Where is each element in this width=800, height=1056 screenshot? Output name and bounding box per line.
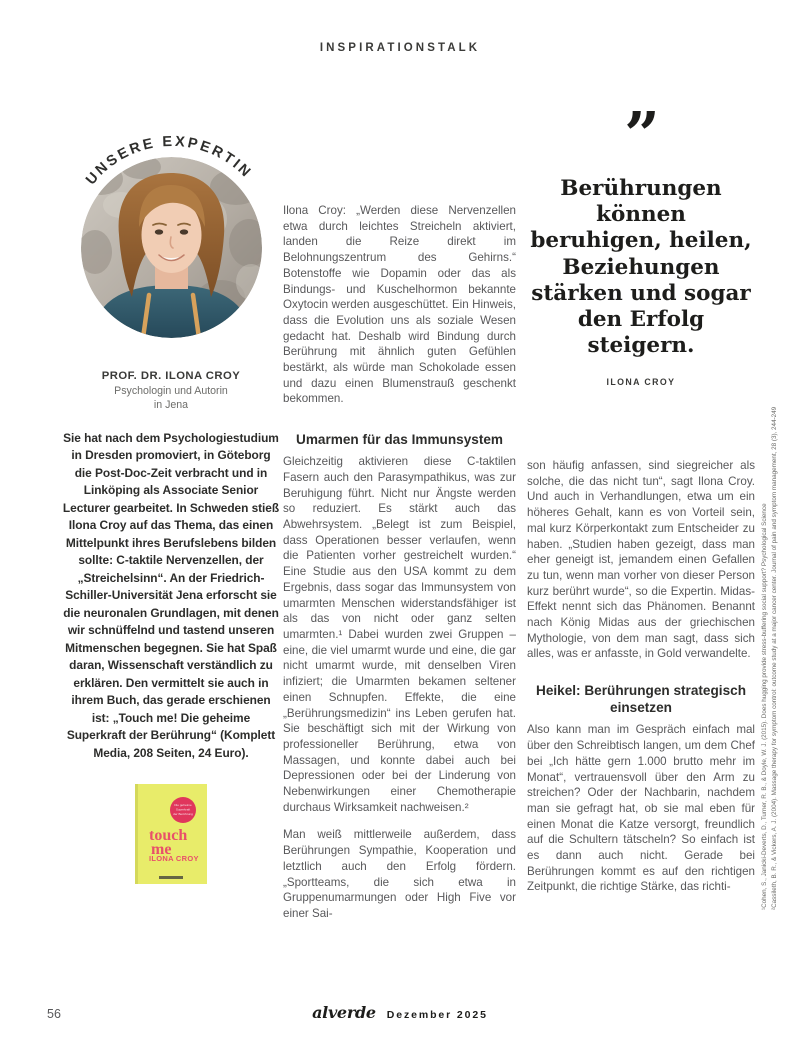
book-cover: [135, 784, 207, 884]
page-kicker: INSPIRATIONSTALK: [319, 42, 481, 54]
expert-badge: [62, 118, 280, 368]
pull-quote-attribution: ILONA CROY: [606, 376, 676, 387]
right-paragraph-2: Also kann man im Gespräch einfach mal über den Schreibtisch langen, um dem Chef bei „Ich hätte gern 1.000 brutto mehr im Monat“, vertrauensvoll über den Arm zu streichen? Oder der Nachbarin, nachdem man sie gefragt hat, ob sie mal eben für einen Monat die Katze versorgt, freundlich auf die Schultern tätscheln? So einfach ist es dann auch nicht. Gerade bei Berührungen kommt es auf den richtigen Zeitpunkt, die richtige Stärke, das richti-: [527, 723, 755, 894]
footer-brand: [0, 1003, 800, 1023]
book-cover-image: [135, 784, 207, 884]
expert-role-line2: in Jena: [153, 398, 189, 411]
svg-text:der Berührung: der Berührung: [173, 812, 193, 817]
right-column: [527, 458, 755, 895]
svg-text:me: me: [151, 841, 172, 859]
expert-photo: [81, 157, 262, 338]
pull-quote: [527, 98, 755, 387]
pull-quote-text: Berührungen können beruhigen, heilen, Beziehungen stärken und sogar den Erfolg steigern.: [530, 176, 752, 359]
middle-paragraph-2: Man weiß mittlerweile außerdem, dass Berührungen Sympathie, Kooperation und letztlich auch den Erfolg fördern. „Sportteams, die sich etwa in Gruppenumarmungen oder High Five vor einer Sai-: [283, 828, 516, 920]
svg-text:ILONA CROY: ILONA CROY: [149, 854, 199, 864]
middle-column: [283, 203, 516, 922]
svg-text:touch: touch: [149, 827, 188, 845]
quotation-mark-icon: ”: [624, 98, 658, 171]
middle-paragraph-1: Gleichzeitig aktivieren diese C-taktilen Fasern auch den Parasympathikus, was zur Beruhigung führt. Nicht nur Ängste werden so reduziert. Es stärkt auch das Abwehrsystem. „Belegt ist zum Beispiel, dass Operationen besser verlaufen, wenn die Patienten vorher gestreichelt wurden.“ Eine Studie aus den USA kommt zu dem Ergebnis, dass sogar das Immunsystem von umarmten Menschen widerstandsfähiger ist als das von nicht oder ganz selten umarmten.¹ Dabei wurden zwei Gruppen – eine, die viel umarmt wurde und eine, die gar nicht umarmt wurde, mit denselben Viren infiziert; die Umarmten bekamen seltener einen Schnupfen. Effekte, die eine „Berührungsmedizin“ ins Leben gerufen hat. Sie beschäftigt sich mit der Wirkung von professioneller Berührung, etwa von Massagen, und konnte dabei auch bei Depressionen oder bei der Linderung von Nebenwirkungen einer Chemotherapie durchaus Wirksamkeit nachweisen.²: [283, 455, 516, 814]
subheading-immunsystem: Umarmen für das Immunsystem: [296, 432, 503, 448]
page-number: 56: [47, 1007, 61, 1021]
issue-date: Dezember 2025: [386, 1009, 488, 1021]
footnote-2: ²Cassileth, B. R., & Vickers, A. J. (2004). Massage therapy for symptom control: outcome study at a major cancer center. Journal of pain and symptom management, 28 (3), 244-249: [771, 406, 779, 910]
middle-intro-paragraph: Ilona Croy: „Werden diese Nervenzellen etwa durch leichtes Streicheln aktiviert, landen die Reize direkt im Belohnungszentrum des Gehirns.“ Botenstoffe wie Dopamin oder das als Bindungs- und Kuschelhormon bekannte Oxytocin werden ausgeschüttet. Ein Hinweis, dass die Evolution uns als soziale Wesen gedacht hat. Deshalb wird Bindung durch Berührung mit ähnlich guten Gefühlen bestärkt, als würde man Schokolade essen und dazu einen Blumenstrauß geschenkt bekommen.: [283, 204, 516, 406]
brand-logo: alverde: [312, 1003, 376, 1022]
svg-text:Superkraft: Superkraft: [175, 807, 191, 812]
footnote-1: ¹Cohen, S., Janicki-Deverts, D., Turner, R. B., & Doyle, W. J. (2015). Does hugging provide stress-buffering social support? Psychological Science: [761, 503, 768, 910]
expert-bio: Sie hat nach dem Psychologiestudium in Dresden promoviert, in Göteborg die Post-Doc-Zeit verbracht und in Linköping als Associate Senior Lecturer gearbeitet. In Schweden stieß Ilona Croy auf das Thema, das einen Mittelpunkt ihres Berufslebens bilden sollte: C-taktile Nervenzellen, der „Streichelsinn“. An der Friedrich-Schiller-Universität Jena erforscht sie die neuronalen Grundlagen, mit denen wir schnüffelnd und tastend unseren Mitmenschen begegnen. Sie hat Spaß daran, Wissenschaft verständlich zu erklären. Den vermittelt sie auch in ihrem Buch, das gerade erschienen ist: „Touch me! Die geheime Superkraft der Berührung“ (Komplett Media, 208 Seiten, 24 Euro).: [62, 430, 280, 760]
expert-role-line1: Psychologin und Autorin: [114, 385, 228, 397]
expert-name: PROF. DR. ILONA CROY: [101, 370, 241, 382]
svg-text:Die geheime: Die geheime: [174, 803, 192, 808]
right-paragraph-1: son häufig anfassen, sind siegreicher als solche, die das nicht tun“, sagt Ilona Croy. Und auch in Verhandlungen, etwa um ein höheres Gehalt, kann es von Vorteil sein, mal kurz Körperkontakt zum Entscheider zu haben. „Studien haben gezeigt, dass man eher geneigt ist, jemandem einen Gefallen zu tun, wenn man vorher von dieser Person kurz berührt wurde“, so die Expertin. Midas-Effekt nennt sich das Phänomen. Benannt nach König Midas aus der griechischen Mythologie, von dem man sagt, dass sich alles, was er anfasste, in Gold verwandelte.: [527, 459, 755, 661]
expert-role: [62, 385, 280, 413]
arc-label-text: UNSERE EXPERTIN: [83, 133, 256, 189]
portrait-illustration: [81, 157, 262, 338]
left-column: [62, 118, 280, 884]
footnotes-inner: [760, 170, 780, 910]
subheading-heikel: Heikel: Berührungen strategisch einsetzen: [536, 683, 746, 716]
